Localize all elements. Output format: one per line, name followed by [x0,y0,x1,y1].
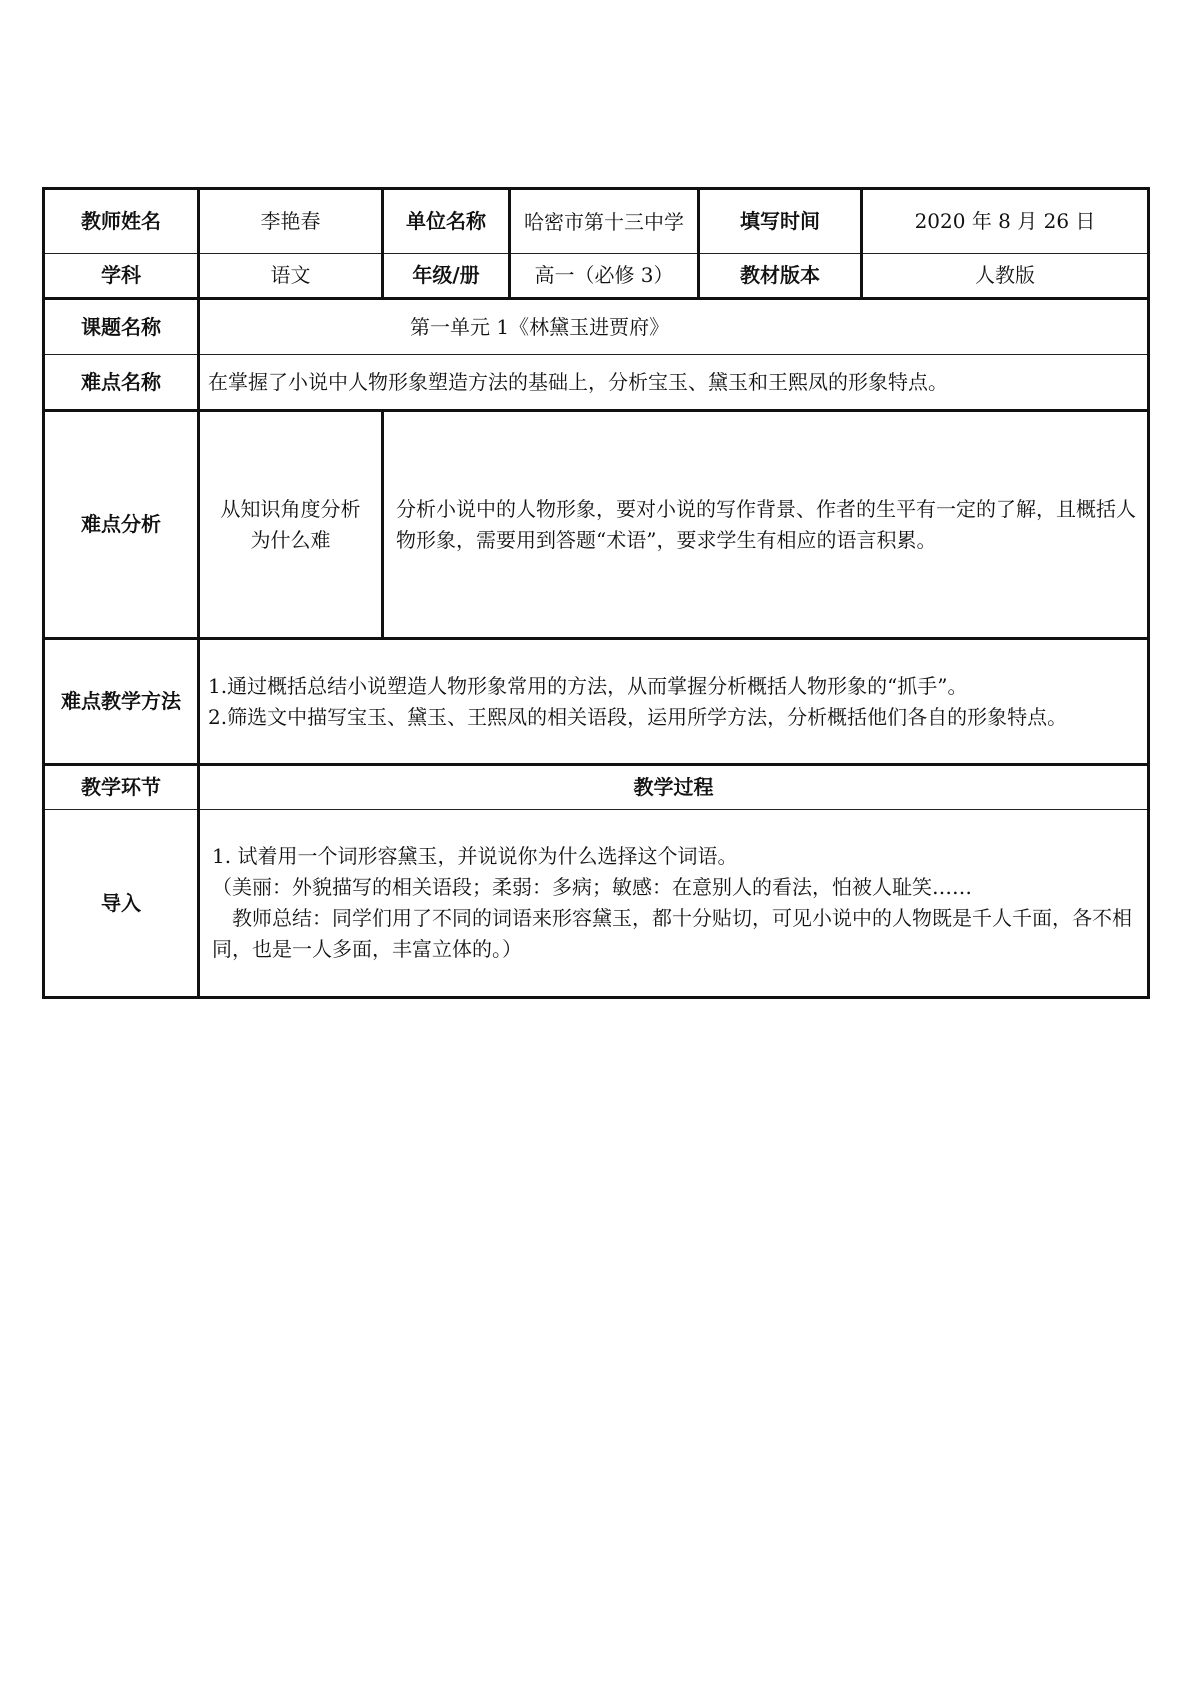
topic-label: 课题名称 [44,299,199,355]
intro-line-2: （美丽：外貌描写的相关语段；柔弱：多病；敏感：在意别人的看法，怕被人耻笑…… [212,875,972,899]
analysis-label: 难点分析 [44,411,199,639]
edition-label: 教材版本 [699,254,862,299]
difficulty-row [44,355,1149,411]
intro-row [44,810,1149,998]
subject-row [44,254,1149,299]
unit-name-label: 单位名称 [383,189,510,254]
intro-line-3: 教师总结：同学们用了不同的词语来形容黛玉，都十分贴切，可见小说中的人物既是千人千面，各不相同，也是一人多面，丰富立体的。） [212,906,1132,961]
fill-date-label: 填写时间 [699,189,862,254]
teacher-name-value: 李艳春 [199,189,383,254]
method-line-2: 2.筛选文中描写宝玉、黛玉、王熙凤的相关语段，运用所学方法，分析概括他们各自的形象特点。 [208,704,1068,729]
difficulty-label: 难点名称 [44,355,199,411]
method-line-1: 1.通过概括总结小说塑造人物形象常用的方法，从而掌握分析概括人物形象的“抓手”。 [208,673,968,698]
process-header-row [44,765,1149,810]
analysis-row [44,411,1149,639]
subject-label: 学科 [44,254,199,299]
lesson-plan-sheet [42,187,1147,999]
lesson-plan-table [42,187,1150,999]
difficulty-value: 在掌握了小说中人物形象塑造方法的基础上，分析宝玉、黛玉和王熙凤的形象特点。 [199,355,1149,411]
intro-label: 导入 [44,810,199,998]
method-label: 难点教学方法 [44,639,199,765]
analysis-sub-label: 从知识角度分析为什么难 [199,411,383,639]
fill-date-value: 2020 年 8 月 26 日 [862,189,1149,254]
unit-name-value: 哈密市第十三中学 [510,189,699,254]
intro-content [199,810,1149,998]
teacher-name-label: 教师姓名 [44,189,199,254]
grade-value: 高一（必修 3） [510,254,699,299]
analysis-value: 分析小说中的人物形象，要对小说的写作背景、作者的生平有一定的了解，且概括人物形象，需要用到答题“术语”，要求学生有相应的语言积累。 [383,411,1149,639]
process-step-label: 教学环节 [44,765,199,810]
grade-label: 年级/册 [383,254,510,299]
intro-line-1: 1. 试着用一个词形容黛玉，并说说你为什么选择这个词语。 [212,844,738,868]
header-row [44,189,1149,254]
method-row [44,639,1149,765]
edition-value: 人教版 [862,254,1149,299]
topic-value: 第一单元 1《林黛玉进贾府》 [199,299,1149,355]
process-label: 教学过程 [199,765,1149,810]
subject-value: 语文 [199,254,383,299]
method-content [199,639,1149,765]
topic-row [44,299,1149,355]
